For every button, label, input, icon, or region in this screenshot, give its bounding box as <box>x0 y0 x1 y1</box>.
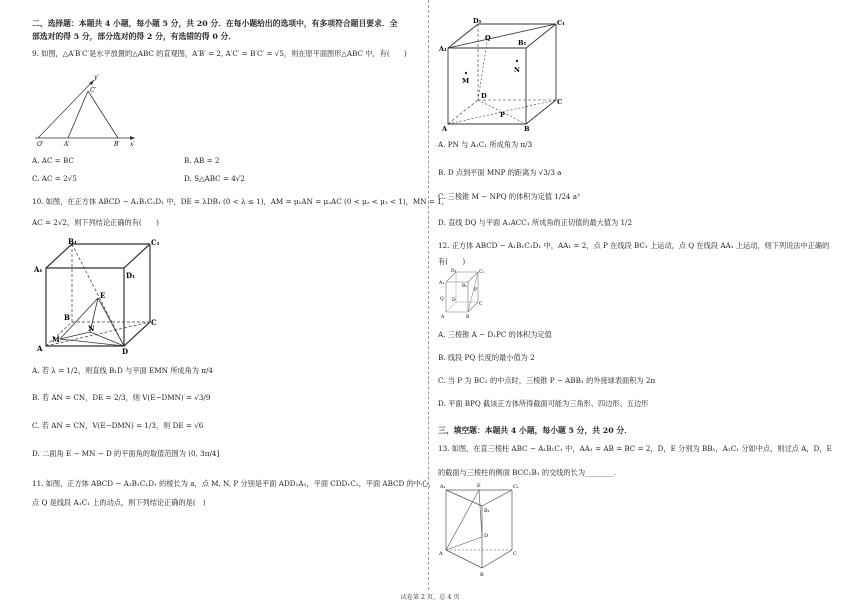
q9-option-b: B. AB = 2 <box>184 156 220 165</box>
q9-option-c: C. AC = 2√5 <box>32 174 77 183</box>
q13-label-c: C <box>513 551 517 557</box>
q12-option-d: D. 平面 BPQ 截该正方体所得截面可能为三角形、四边形、五边形 <box>438 399 649 408</box>
q10-label-c: C <box>151 318 157 327</box>
q10-option-d: D. 二面角 E − MN − D 的平面角的取值范围为 (0, 3π/4] <box>32 449 220 458</box>
q11-option-c: C. 三棱锥 M − NPQ 的体积为定值 1/24 a³ <box>438 192 580 201</box>
q10-option-c: C. 若 AN = CN，V(E−DMN) = 1/3，则 DE = √6 <box>32 421 204 430</box>
q12-label-a: A <box>441 315 445 320</box>
q11-cube-figure <box>438 18 573 133</box>
q9-label-y: y′ <box>94 74 99 81</box>
q13-label-b: B <box>480 572 484 578</box>
q13-label-b1: B₁ <box>484 508 490 514</box>
q11-option-d: D. 直线 DQ 与平面 A₁ACC₁ 所成角的正切值的最大值为 1/2 <box>438 218 633 227</box>
q11-stem-line1: 11. 如图，正方体 ABCD − A₁B₁C₁D₁ 的棱长为 a，点 M, N, P 分别是平面 ADD₁A₁，平面 CDD₁C₁，平面 ABCD 的中心， <box>32 479 436 488</box>
q10-label-a: A <box>37 344 43 353</box>
q12-label-d: D <box>452 298 456 303</box>
q11-label-a: A <box>442 125 448 133</box>
q10-label-d1: D₁ <box>126 271 136 280</box>
q10-label-c1: C₁ <box>151 238 160 247</box>
q13-prism-figure <box>438 482 528 578</box>
q11-option-b: B. D 点到平面 MNP 的距离为 √3/3 a <box>438 168 562 177</box>
q13-label-a: A <box>439 551 443 557</box>
q11-label-q: Q <box>485 34 491 42</box>
section2-header-line1: 二、选择题：本题共 4 小题，每小题 5 分，共 20 分．在每小题给出的选项中，有多项符合题目要求．全 <box>32 19 398 28</box>
section3-header: 三、填空题：本题共 4 小题，每小题 5 分，共 20 分． <box>438 426 632 435</box>
section2-header-line2: 部选对的得 5 分，部分选对的得 2 分，有选错的得 0 分． <box>32 32 237 41</box>
q13-stem-line2: 的截面与三棱柱的侧面 BCC₁B₁ 的交线的长为________. <box>438 468 617 477</box>
q10-label-m: M <box>52 335 60 344</box>
q12-label-a1: A₁ <box>439 281 445 286</box>
q10-label-e: E <box>100 291 106 300</box>
q11-label-b: B <box>524 125 530 133</box>
q13-label-e: E <box>477 483 481 489</box>
q11-label-d: D <box>481 92 487 100</box>
q11-label-d1: D₁ <box>473 18 482 25</box>
page-footer: 试卷第 2 页，总 4 页 <box>400 594 460 601</box>
q9-label-o: O′ <box>37 141 44 148</box>
q11-label-a1: A₁ <box>439 45 447 53</box>
q9-stem: 9. 如图，△A′B′C′是水平放置的△ABC 的直观图，A′B′ = 2, A′C′ = B′C′ = √5，则在原平面图形△ABC 中，有( ) <box>32 49 407 58</box>
q13-label-d: D <box>484 533 489 539</box>
q12-label-b1: B₁ <box>462 284 468 289</box>
q11-label-c: C <box>557 98 563 106</box>
q10-stem-line1: 10. 如图，在正方体 ABCD − A₁B₁C₁D₁ 中，DE = λDB₁ (0 < λ ≤ 1)，AM = μ₁AN = μ₂AC (0 < μ₂ < μ₁ < 1)，MN = 1， <box>32 197 449 206</box>
q12-option-a: A. 三棱锥 A − D₁PC 的体积为定值 <box>438 330 552 339</box>
q11-label-n: N <box>514 66 520 74</box>
q12-option-b: B. 线段 PQ 长度的最小值为 2 <box>438 353 535 362</box>
q10-cube-figure <box>32 236 167 356</box>
q11-label-p: P <box>500 111 505 119</box>
q9-label-b: B′ <box>114 141 120 148</box>
q11-label-b1: B₁ <box>518 39 527 47</box>
q11-label-c1: C₁ <box>557 19 566 27</box>
q11-option-a: A. PN 与 A₁C₁ 所成角为 π/3 <box>438 140 533 149</box>
q10-label-a1: A₁ <box>34 265 43 274</box>
q12-label-b: B <box>466 315 470 320</box>
q10-label-d: D <box>122 347 129 356</box>
q12-stem-line2: 有( ) <box>438 257 466 266</box>
q11-stem-line2: 点 Q 是线段 A₁C₁ 上的动点，则下列结论正确的是( ) <box>32 498 206 507</box>
q9-option-d: D. S△ABC = 4√2 <box>184 174 245 183</box>
q9-label-a: A′ <box>64 141 70 148</box>
q12-label-c: C <box>479 302 483 307</box>
q10-label-b1: B₁ <box>68 237 77 246</box>
q13-stem-line1: 13. 如图，在直三棱柱 ABC − A₁B₁C₁ 中，AA₁ = AB = BC = 2，D，E 分别为 BB₁，A₁C₁ 分如中点，则过点 A，D，E <box>438 444 832 453</box>
q9-label-x: x′ <box>130 141 135 148</box>
q9-label-c: C′ <box>90 87 96 94</box>
column-divider <box>428 0 429 590</box>
q12-option-c: C. 当 P 为 BC₁ 的中点时，三棱锥 P − ABB₁ 的外接球表面积为 2π <box>438 376 656 385</box>
q10-option-b: B. 若 AN = CN，DE = 2/3，则 V(E−DMN) = √3/9 <box>32 393 211 402</box>
q10-stem-line2: AC = 2√2，则下列结论正确的有( ) <box>32 218 159 227</box>
q11-label-m: M <box>462 77 470 85</box>
q12-cube-figure <box>438 266 488 322</box>
q12-label-q: Q <box>440 297 444 302</box>
q12-label-p: P <box>474 288 478 293</box>
q10-option-a: A. 若 λ = 1/2，则直线 B₁D 与平面 EMN 所成角为 π/4 <box>32 366 213 375</box>
q9-option-a: A. AC = BC <box>32 156 74 165</box>
q12-label-c1: C₁ <box>479 270 485 275</box>
q10-label-n: N <box>88 324 95 333</box>
q12-label-d1: D₁ <box>451 269 457 274</box>
q13-label-a1: A₁ <box>440 484 446 490</box>
q13-label-c1: C₁ <box>513 484 519 490</box>
q9-figure <box>30 70 140 150</box>
q10-label-b: B <box>64 313 70 322</box>
q12-stem-line1: 12. 正方体 ABCD − A₁B₁C₁D₁ 中，AA₁ = 2，点 P 在线段 BC₁ 上运动，点 Q 在线段 AA₁ 上运动，则下列说法中正确的 <box>438 241 830 250</box>
